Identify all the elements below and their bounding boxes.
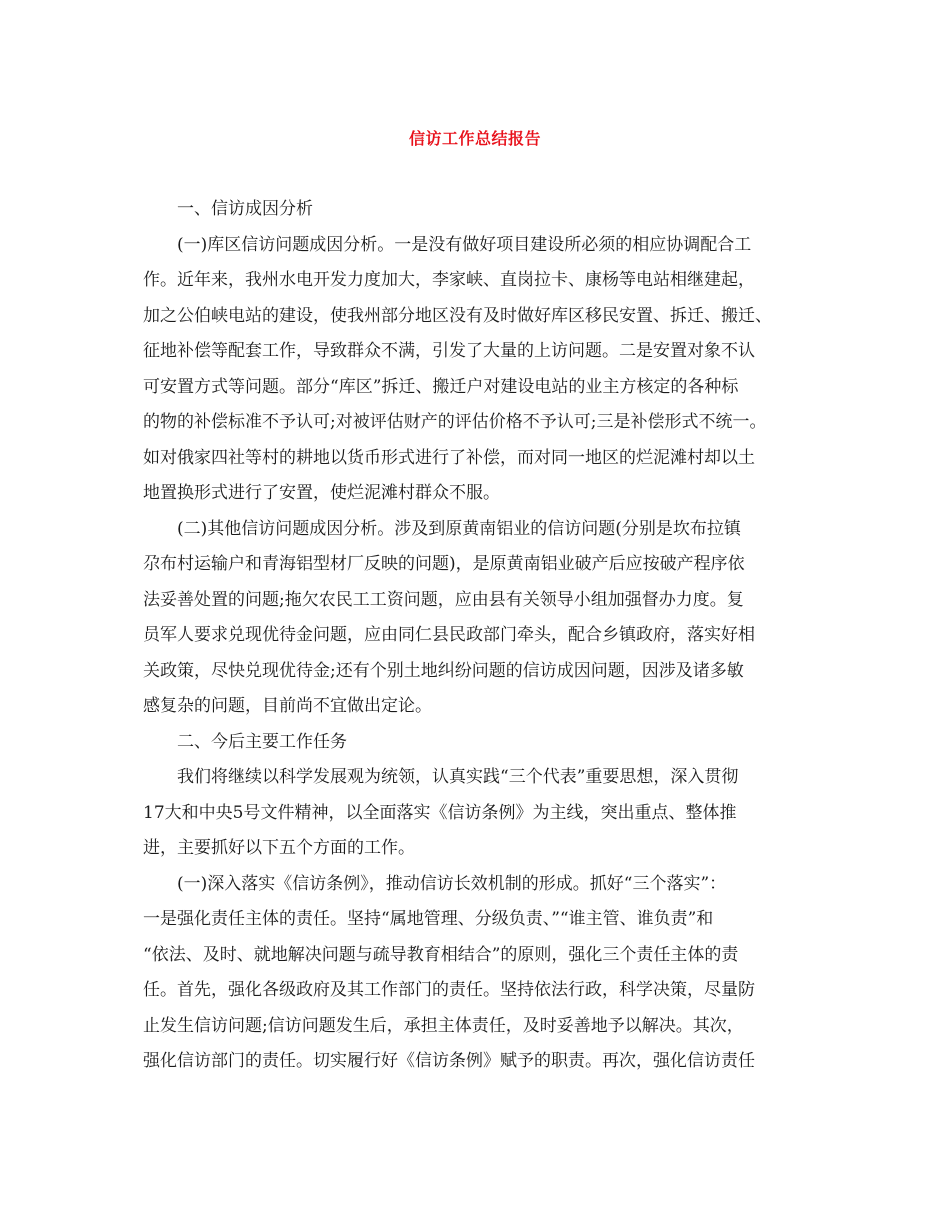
text-line: “依法、及时、就地解决问题与疏导教育相结合”的原则，强化三个责任主体的责 — [143, 944, 739, 965]
text-line: 强化信访部门的责任。切实履行好《信访条例》赋予的职责。再次，强化信访责任 — [143, 1051, 755, 1071]
document-body — [143, 192, 823, 1080]
text-line: 地置换形式进行了安置，使烂泥滩村群众不服。 — [143, 483, 500, 503]
text-line: 征地补偿等配套工作，导致群众不满，引发了大量的上访问题。二是安置对象不认 — [143, 341, 755, 361]
document-title: 信访工作总结报告 — [408, 129, 541, 148]
text-line: 一、信访成因分析 — [177, 199, 313, 219]
text-line: (二)其他信访问题成因分析。涉及到原黄南铝业的信访问题(分别是坎布拉镇 — [177, 518, 741, 539]
text-line: 的物的补偿标准不予认可;对被评估财产的评估价格不予认可;三是补偿形式不统一。 — [143, 412, 767, 432]
text-line: 可安置方式等问题。部分“库区”拆迁、搬迁户对建设电站的业主方核定的各种标 — [143, 376, 739, 397]
text-line: 关政策，尽快兑现优待金;还有个别土地纠纷问题的信访成因问题，因涉及诸多敏 — [143, 660, 744, 681]
text-line: 17大和中央5号文件精神，以全面落实《信访条例》为主线，突出重点、整体推 — [143, 802, 737, 823]
text-line: 止发生信访问题;信访问题发生后，承担主体责任，及时妥善地予以解决。其次， — [143, 1015, 744, 1036]
text-line: 一是强化责任主体的责任。坚持“属地管理、分级负责、”“谁主管、谁负责”和 — [143, 909, 714, 929]
text-line: 感复杂的问题，目前尚不宜做出定论。 — [143, 696, 432, 716]
text-line: 进，主要抓好以下五个方面的工作。 — [143, 838, 415, 858]
text-line: 法妥善处置的问题;拖欠农民工工资问题，应由县有关领导小组加强督办力度。复 — [143, 589, 744, 610]
text-line: 加之公伯峡电站的建设，使我州部分地区没有及时做好库区移民安置、拆迁、搬迁、 — [143, 305, 772, 326]
text-line: 尕布村运输户和青海铝型材厂反映的问题)，是原黄南铝业破产后应按破产程序依 — [143, 554, 745, 574]
text-line: 作。近年来，我州水电开发力度加大，李家峡、直岗拉卡、康杨等电站相继建起， — [143, 270, 755, 290]
text-line: 二、今后主要工作任务 — [177, 731, 347, 752]
text-line: (一)深入落实《信访条例》，推动信访长效机制的形成。抓好“三个落实”： — [177, 873, 727, 894]
text-line: 我们将继续以科学发展观为统领，认真实践“三个代表”重要思想，深入贯彻 — [177, 767, 739, 787]
text-line: (一)库区信访问题成因分析。一是没有做好项目建设所必须的相应协调配合工 — [177, 234, 752, 255]
text-line: 员军人要求兑现优待金问题，应由同仁县民政部门牵头，配合乡镇政府，落实好相 — [143, 625, 755, 645]
text-line: 如对俄家四社等村的耕地以货币形式进行了补偿，而对同一地区的烂泥滩村却以土 — [143, 447, 755, 468]
text-line: 任。首先，强化各级政府及其工作部门的责任。坚持依法行政，科学决策，尽量防 — [143, 980, 755, 1000]
